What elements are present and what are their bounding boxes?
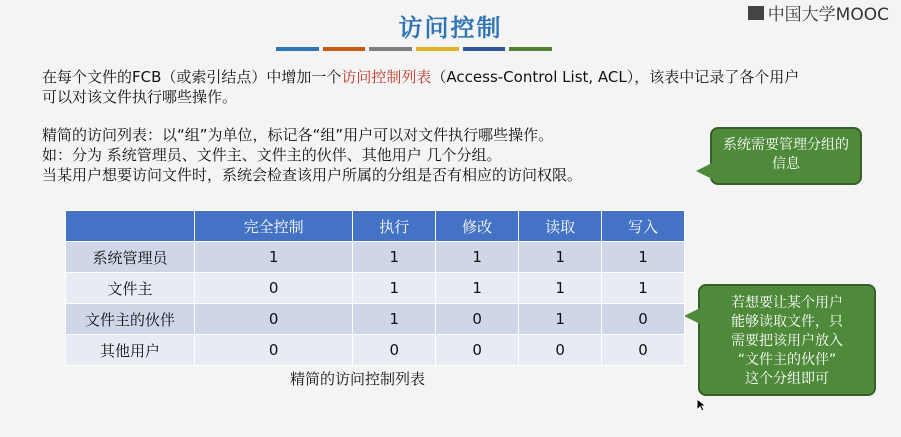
header-modify: 修改: [436, 211, 519, 242]
simplified-acl-table: [65, 210, 685, 366]
table-cell: 0: [602, 304, 685, 335]
acl-highlight: 访问控制列表: [341, 68, 432, 86]
table-header-row: [66, 211, 685, 242]
callout2-line: 这个分组即可: [745, 371, 829, 387]
row-group-name: 系统管理员: [66, 242, 195, 273]
title-underline-bars: [276, 47, 552, 51]
title-bar: [416, 47, 459, 51]
logo-text: 中国大学MOOC: [767, 5, 889, 25]
group-acl-line-2: 如：分为 系统管理员、文件主、文件主的伙伴、其他用户 几个分组。: [42, 146, 502, 164]
table-cell: 1: [353, 273, 436, 304]
table-cell: 1: [602, 242, 685, 273]
table-cell: 0: [195, 273, 353, 304]
table-cell: 1: [436, 273, 519, 304]
intro-text-after: （Access-Control List, ACL），该表中记录了各个用户可以对该文件执行哪些操作。: [42, 68, 800, 106]
callout2-line: 若想要让某个用户: [731, 295, 843, 311]
slide-title: 访问控制: [398, 14, 503, 42]
row-group-name: 其他用户: [66, 335, 195, 366]
callout2-line: 需要把该用户放入: [731, 333, 843, 349]
mooc-logo: [748, 0, 889, 25]
table-cell: 1: [195, 242, 353, 273]
table-row: [66, 242, 685, 273]
table-cell: 0: [195, 335, 353, 366]
row-group-name: 文件主: [66, 273, 195, 304]
table-row: [66, 273, 685, 304]
acl-intro-paragraph: [42, 67, 812, 107]
group-acl-paragraph: [42, 125, 702, 185]
table-cell: 1: [353, 304, 436, 335]
group-acl-line-1: 精简的访问列表：以“组”为单位，标记各“组”用户可以对文件执行哪些操作。: [42, 126, 554, 144]
header-execute: 执行: [353, 211, 436, 242]
mouse-pointer-icon: [696, 398, 708, 412]
title-bar: [509, 47, 552, 51]
row-group-name: 文件主的伙伴: [66, 304, 195, 335]
table-cell: 1: [602, 273, 685, 304]
logo-mark-icon: [748, 6, 764, 20]
header-full-control: 完全控制: [195, 211, 353, 242]
callout2-line: 能够读取文件，只: [731, 314, 843, 330]
table-cell: 0: [436, 335, 519, 366]
header-cell-empty: [66, 211, 195, 242]
table-cell: 0: [602, 335, 685, 366]
table-cell: 1: [519, 304, 602, 335]
title-bar: [276, 47, 319, 51]
table-row: [66, 304, 685, 335]
table-cell: 0: [353, 335, 436, 366]
group-acl-line-3: 当某用户想要访问文件时，系统会检查该用户所属的分组是否有相应的访问权限。: [42, 166, 583, 184]
title-bar: [369, 47, 412, 51]
table-cell: 1: [519, 273, 602, 304]
table-caption: 精简的访问控制列表: [290, 370, 426, 388]
callout-group-management: 系统需要管理分组的信息: [710, 127, 862, 185]
callout2-line: “文件主的伙伴”: [737, 352, 837, 368]
table-cell: 1: [436, 242, 519, 273]
header-read: 读取: [519, 211, 602, 242]
intro-text-before: 在每个文件的FCB（或索引结点）中增加一个: [42, 68, 342, 86]
table-cell: 0: [436, 304, 519, 335]
callout-add-to-partner-group: [698, 284, 876, 396]
table-row: [66, 335, 685, 366]
title-bar: [323, 47, 366, 51]
title-bar: [463, 47, 506, 51]
table-cell: 0: [195, 304, 353, 335]
table-cell: 0: [519, 335, 602, 366]
table-cell: 1: [519, 242, 602, 273]
header-write: 写入: [602, 211, 685, 242]
table-cell: 1: [353, 242, 436, 273]
